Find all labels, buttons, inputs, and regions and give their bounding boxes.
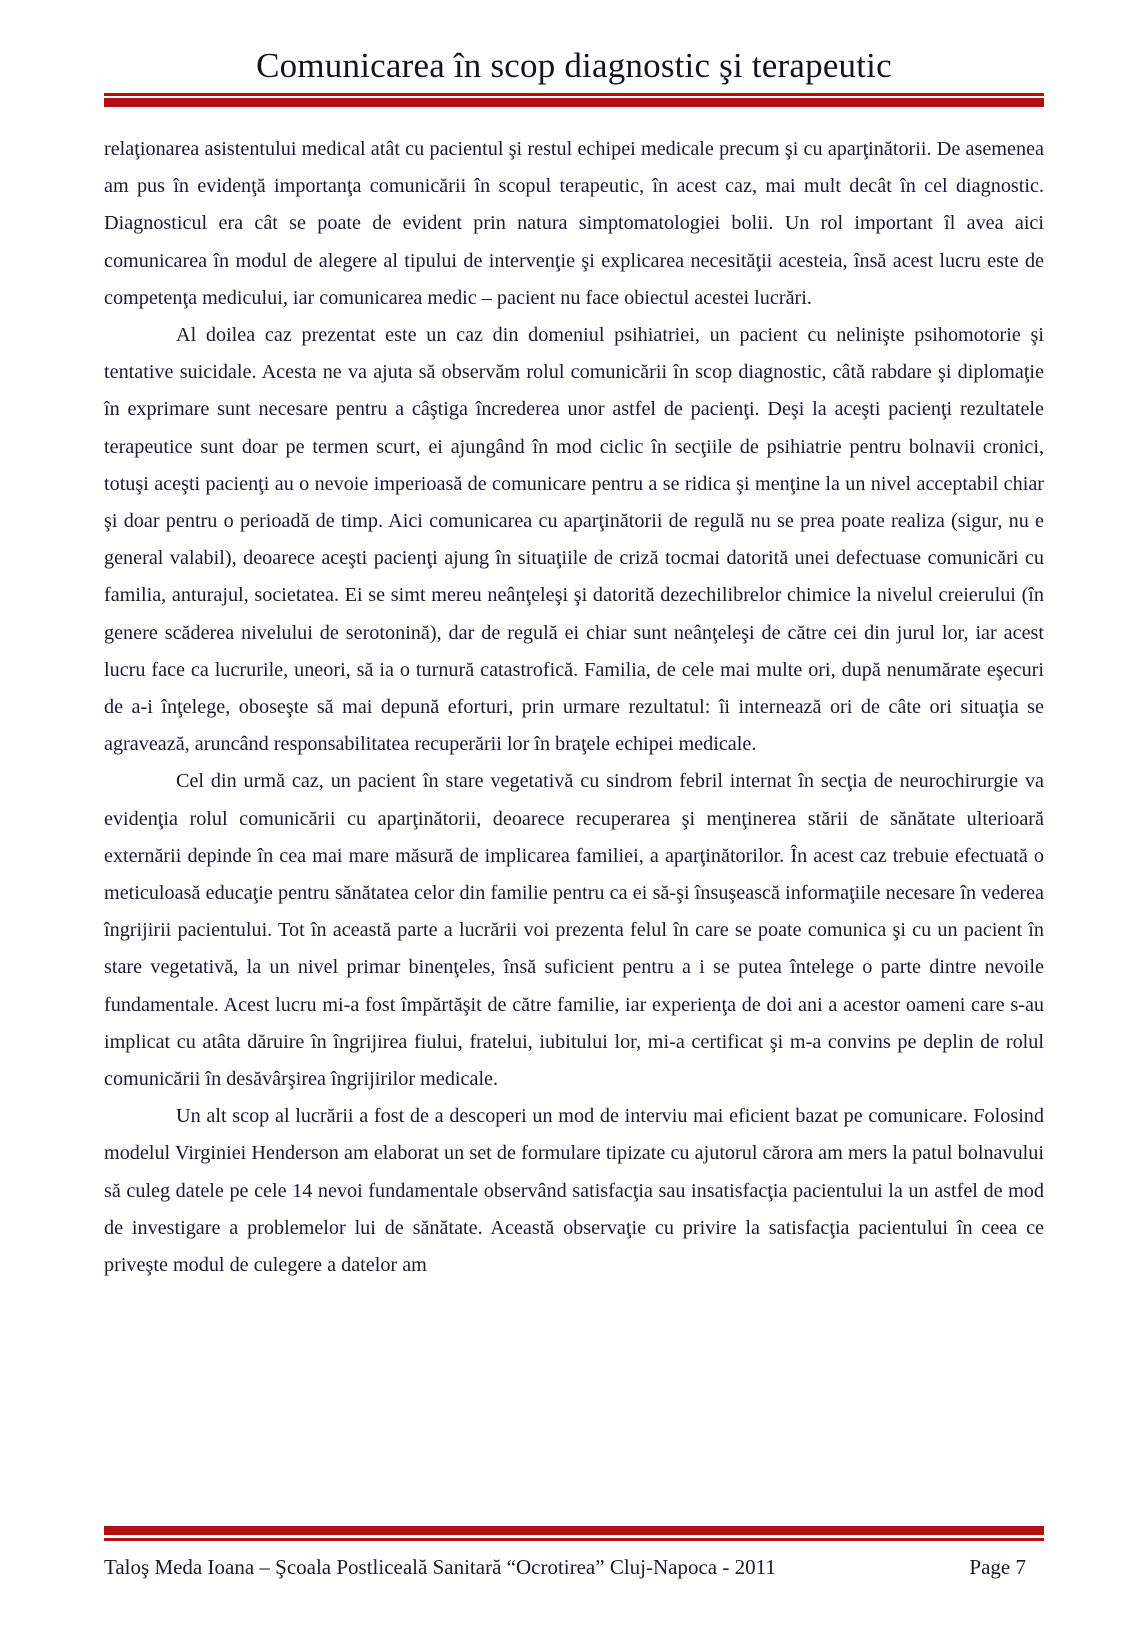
footer-content — [104, 1555, 1044, 1580]
page-header — [0, 0, 1148, 107]
header-rule-thick — [104, 98, 1044, 107]
page-title: Comunicarea în scop diagnostic şi terapeutic — [256, 46, 892, 85]
footer-rule-thick — [104, 1526, 1044, 1535]
footer-attribution: Taloş Meda Ioana – Şcoala Postliceală Sanitară “Ocrotirea” Cluj-Napoca - 2011 — [104, 1555, 776, 1579]
footer-divider — [104, 1526, 1044, 1541]
body-paragraph-1: relaţionarea asistentului medical atât cu pacientul şi restul echipei medicale precum şi cu aparţinătorii. De asemenea am pus în evidenţă importanţa comunicării în scopul terapeutic, în acest caz, mai mult decât în cel diagnostic. Diagnosticul era cât se poate de evident prin natura simptomatologiei bolii. Un rol important îl avea aici comunicarea în modul de alegere al tipului de intervenţie şi explicarea necesităţii acesteia, însă acest lucru este de competenţa medicului, iar comunicarea medic – pacient nu face obiectul acestei lucrări. — [104, 138, 1044, 309]
body-paragraph-2: Al doilea caz prezentat este un caz din domeniul psihiatriei, un pacient cu nelinişte psihomotorie şi tentative suicidale. Acesta ne va ajuta să observăm rolul comunicării în scop diagnostic, câtă rabdare şi diplomaţie în exprimare sunt necesare pentru a câştiga încrederea unor astfel de pacienţi. Deşi la aceşti pacienţi rezultatele terapeutice sunt doar pe termen scurt, ei ajungând în mod ciclic în secţiile de psihiatrie pentru bolnavii cronici, totuşi aceşti pacienţi au o nevoie imperioasă de comunicare pentru a se ridica şi menţine la un nivel acceptabil chiar şi doar pentru o perioadă de timp. Aici comunicarea cu aparţinătorii de regulă nu se prea poate realiza (sigur, nu e general valabil), deoarece aceşti pacienţi ajung în situaţiile de criză tocmai datorită unei defectuase comunicări cu familia, anturajul, societatea. Ei se simt mereu neânţeleşi şi datorită dezechilibrelor chimice la nivelul creierului (în genere scăderea nivelului de serotonină), dar de regulă ei chiar sunt neânţeleşi de către cei din jurul lor, iar acest lucru face ca lucrurile, uneori, să ia o turnură catastrofică. Familia, de cele mai multe ori, după nenumărate eşecuri de a-i înţelege, oboseşte să mai depună eforturi, prin urmare rezultatul: îi internează ori de câte ori situaţia se agravează, aruncând responsabilitatea recuperării lor în braţele echipei medicale. — [104, 324, 1044, 756]
footer-page-number: Page 7 — [969, 1555, 1026, 1579]
footer-rule-thin — [104, 1538, 1044, 1541]
header-divider — [104, 93, 1044, 107]
body-paragraph-3: Cel din urmă caz, un pacient în stare vegetativă cu sindrom febril internat în secţia de neurochirurgie va evidenţia rolul comunicării cu aparţinătorii, deoarece recuperarea şi menţinerea stării de sănătate ulterioară externării depinde în cea mai mare măsură de implicarea familiei, a aparţinătorilor. În acest caz trebuie efectuată o meticuloasă educaţie pentru sănătatea celor din familie pentru ca ei să-şi însuşească informaţiile necesare în vederea îngrijirii pacientului. Tot în această parte a lucrării voi prezenta felul în care se poate comunica şi cu un pacient în stare vegetativă, la un nivel primar binenţeles, însă suficient pentru a i se putea întelege o parte dintre nevoile fundamentale. Acest lucru mi-a fost împărtăşit de către familie, iar experienţa de doi ani a acestor oameni care s-au implicat cu atâta dăruire în îngrijirea fiului, fratelui, iubitului lor, mi-a certificat şi m-a convins pe deplin de rolul comunicării în desăvârşirea îngrijirilor medicale. — [104, 770, 1044, 1091]
body-paragraph-4: Un alt scop al lucrării a fost de a descoperi un mod de interviu mai eficient bazat pe comunicare. Folosind modelul Virginiei Henderson am elaborat un set de formulare tipizate cu ajutorul cărora am mers la patul bolnavului să culeg datele pe cele 14 nevoi fundamentale observând satisfacţia sau insatisfacţia pacientului la un astfel de mod de investigare a problemelor lui de sănătate. Această observaţie cu privire la satisfacţia pacientului în ceea ce priveşte modul de culegere a datelor am — [104, 1105, 1044, 1277]
document-body — [104, 131, 1044, 1284]
page-footer — [104, 1526, 1044, 1580]
